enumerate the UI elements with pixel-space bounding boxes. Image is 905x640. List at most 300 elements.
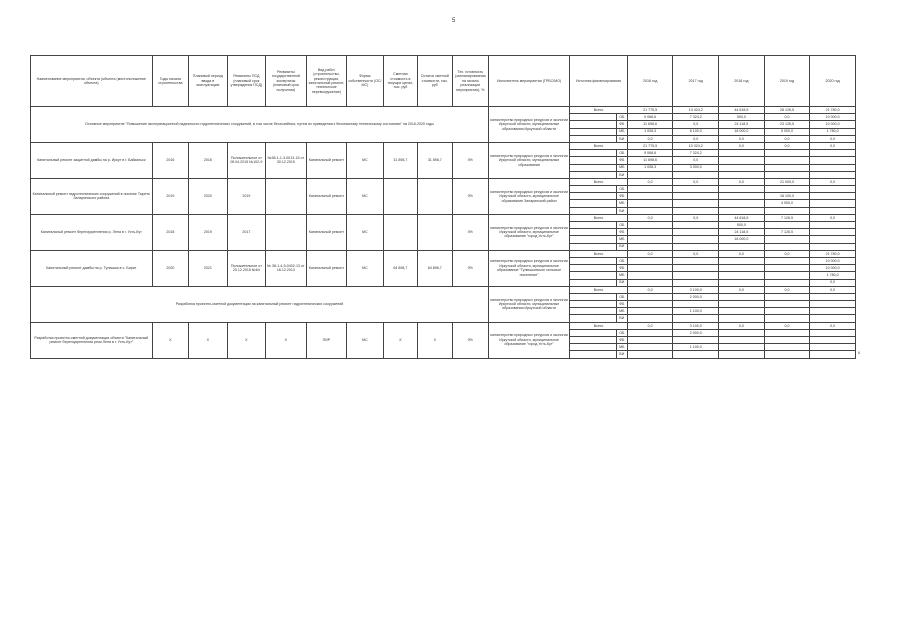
- year-value: 21 775,5: [627, 142, 673, 149]
- object-attribute: [266, 214, 307, 250]
- year-value: [627, 308, 673, 315]
- funding-source-spacer: [570, 157, 617, 164]
- year-value: [627, 200, 673, 207]
- funding-source: ФБ: [616, 265, 627, 272]
- funding-source: МБ: [616, 164, 627, 171]
- object-attribute: 31 898,7: [383, 142, 417, 178]
- year-value: 4 900,0: [764, 200, 810, 207]
- year-value: [627, 293, 673, 300]
- object-attribute: № 38-1-4-5-0402-13 от 16.12.2013: [266, 250, 307, 286]
- year-value: 0,0: [627, 214, 673, 221]
- header-cell: Остаток сметной стоимости, тыс. руб: [418, 56, 452, 107]
- header-cell: 2017 год: [673, 56, 719, 107]
- year-value: 500,0: [719, 222, 765, 229]
- year-value: 21 780,0: [810, 107, 856, 114]
- year-value: 0,0: [764, 135, 810, 142]
- funding-source-spacer: [570, 293, 617, 300]
- object-attribute: 2019: [227, 178, 266, 214]
- table-row: [31, 107, 856, 114]
- header-cell: Реквизиты ПСД (плановый срок утверждения ПСД): [227, 56, 266, 107]
- funding-source: Всего: [570, 107, 628, 114]
- header-cell: Плановый период ввода в эксплуатацию: [189, 56, 228, 107]
- year-value: 0,0: [673, 250, 719, 257]
- object-attribute: 0%: [452, 178, 488, 214]
- year-value: [764, 351, 810, 358]
- funding-source-spacer: [570, 186, 617, 193]
- header-cell: Реквизиты государственной экспертизы (плановый срок получения): [266, 56, 307, 107]
- object-attribute: Капитальный ремонт: [306, 142, 347, 178]
- object-attribute: ПИР: [306, 322, 347, 358]
- year-value: 0,0: [810, 142, 856, 149]
- year-value: 24 118,5: [719, 229, 765, 236]
- year-value: [764, 150, 810, 157]
- year-value: [764, 157, 810, 164]
- header-cell: 2016 год: [627, 56, 673, 107]
- funding-source-spacer: [570, 171, 617, 178]
- object-attribute: 2019: [152, 178, 188, 214]
- funding-source: МБ: [616, 272, 627, 279]
- table-row: [31, 178, 856, 185]
- section-title: Разработка проектно-сметной документации на капитальный ремонт гидротехнических сооружений: [31, 286, 489, 322]
- object-name: Капитальный ремонт защитной дамбы на р. Иркут в г. Байкальск: [31, 142, 153, 178]
- year-value: [719, 308, 765, 315]
- year-value: [627, 315, 673, 322]
- year-value: [627, 186, 673, 193]
- table-body: [31, 107, 856, 359]
- year-value: [810, 193, 856, 200]
- year-value: 0,0: [810, 279, 856, 286]
- year-value: [627, 207, 673, 214]
- year-value: 0,0: [719, 178, 765, 185]
- funding-source-spacer: [570, 135, 617, 142]
- funding-source-spacer: [570, 121, 617, 128]
- year-value: 0,0: [719, 322, 765, 329]
- year-value: 24 118,5: [719, 121, 765, 128]
- funding-source: Всего: [570, 142, 628, 149]
- year-value: [719, 157, 765, 164]
- year-value: [627, 279, 673, 286]
- funding-source: ВИ: [616, 243, 627, 250]
- funding-source: ОБ: [616, 222, 627, 229]
- year-value: [627, 265, 673, 272]
- funding-source-spacer: [570, 193, 617, 200]
- header-cell: Исполнитель мероприятия (ГРБС/МО): [489, 56, 570, 107]
- year-value: [719, 329, 765, 336]
- year-value: 28 126,5: [764, 107, 810, 114]
- object-attribute: Х: [383, 322, 417, 358]
- object-attribute: 2020: [189, 178, 228, 214]
- funding-source: МБ: [616, 308, 627, 315]
- year-value: [764, 272, 810, 279]
- funding-source: ОБ: [616, 150, 627, 157]
- funding-source: ОБ: [616, 186, 627, 193]
- year-value: 0,0: [673, 121, 719, 128]
- object-attribute: 2021: [189, 250, 228, 286]
- year-value: [719, 164, 765, 171]
- object-attribute: 0%: [452, 214, 488, 250]
- year-value: [764, 222, 810, 229]
- funding-source-spacer: [570, 315, 617, 322]
- object-attribute: Х: [418, 322, 452, 358]
- object-attribute: 2016: [152, 142, 188, 178]
- year-value: [810, 293, 856, 300]
- funding-source: ВИ: [616, 171, 627, 178]
- year-value: [673, 279, 719, 286]
- funding-source: Всего: [570, 250, 628, 257]
- year-value: [673, 272, 719, 279]
- year-value: [673, 243, 719, 250]
- year-value: [627, 337, 673, 344]
- year-value: [719, 150, 765, 157]
- year-value: [810, 344, 856, 351]
- funding-source-spacer: [570, 229, 617, 236]
- year-value: 2 000,0: [673, 293, 719, 300]
- year-value: [764, 243, 810, 250]
- funding-source-spacer: [570, 279, 617, 286]
- object-attribute: Положительное от 05.04.2015 №102-9: [227, 142, 266, 178]
- funding-source: ФБ: [616, 121, 627, 128]
- year-value: [627, 272, 673, 279]
- year-value: 0,0: [719, 135, 765, 142]
- year-value: [764, 293, 810, 300]
- object-attribute: 0%: [452, 250, 488, 286]
- edge-mark: 6: [858, 350, 861, 355]
- year-value: [810, 150, 856, 157]
- year-value: [764, 164, 810, 171]
- year-value: [810, 243, 856, 250]
- year-value: [719, 207, 765, 214]
- year-value: 1 780,0: [810, 272, 856, 279]
- funding-source: Всего: [570, 178, 628, 185]
- year-value: 0,0: [627, 286, 673, 293]
- year-value: [719, 257, 765, 264]
- year-value: [764, 186, 810, 193]
- object-attribute: Х: [189, 322, 228, 358]
- funding-source-spacer: [570, 200, 617, 207]
- funding-source-spacer: [570, 301, 617, 308]
- year-value: 0,0: [627, 322, 673, 329]
- year-value: [719, 265, 765, 272]
- funding-source-spacer: [570, 344, 617, 351]
- funding-source-spacer: [570, 207, 617, 214]
- year-value: 7 324,2: [673, 114, 719, 121]
- year-value: [627, 222, 673, 229]
- year-value: [673, 337, 719, 344]
- object-attribute: 31 898,7: [418, 142, 452, 178]
- year-value: 0,0: [764, 114, 810, 121]
- table-header-row: [31, 56, 856, 107]
- object-name: Капитальный ремонт гидротехнических сооружений в поселке Тыреть Заларинского района: [31, 178, 153, 214]
- year-value: [673, 193, 719, 200]
- year-value: 10 000,0: [810, 121, 856, 128]
- year-value: 0,0: [810, 286, 856, 293]
- funding-source: ВИ: [616, 135, 627, 142]
- table-row: [31, 250, 856, 257]
- year-value: [764, 257, 810, 264]
- funding-source-spacer: [570, 150, 617, 157]
- year-value: [764, 171, 810, 178]
- executor: министерство природных ресурсов и экологии Иркутской области, муниципальное образование "Тулюшкинское сельское поселение": [489, 250, 570, 286]
- year-value: 9 068,6: [627, 114, 673, 121]
- header-cell: Форма собственности (ОС/МС): [347, 56, 383, 107]
- object-attribute: МС: [347, 214, 383, 250]
- year-value: 10 324,2: [673, 142, 719, 149]
- year-value: 0,0: [719, 286, 765, 293]
- object-attribute: Х: [152, 322, 188, 358]
- year-value: [810, 200, 856, 207]
- funding-source: ВИ: [616, 315, 627, 322]
- object-attribute: Х: [266, 322, 307, 358]
- object-name: Капитальный ремонт дамбы на р. Тулюшка в с. Бирит: [31, 250, 153, 286]
- object-attribute: [418, 178, 452, 214]
- table-row: [31, 142, 856, 149]
- funding-source: МБ: [616, 128, 627, 135]
- year-value: [673, 265, 719, 272]
- funding-source: ВИ: [616, 351, 627, 358]
- year-value: [719, 200, 765, 207]
- year-value: [764, 315, 810, 322]
- executor: министерство природных ресурсов и экологии Иркутской области, муниципальные образования: [489, 142, 570, 178]
- year-value: 0,0: [810, 322, 856, 329]
- funding-source-spacer: [570, 128, 617, 135]
- object-name: Капитальный ремонт берегоукрепления р. Лена в г. Усть-Кут: [31, 214, 153, 250]
- year-value: [673, 301, 719, 308]
- object-attribute: 2020: [152, 250, 188, 286]
- year-value: [764, 207, 810, 214]
- funding-source-spacer: [570, 337, 617, 344]
- year-value: 0,0: [810, 135, 856, 142]
- year-value: 7 126,5: [764, 229, 810, 236]
- year-value: [627, 193, 673, 200]
- funding-source: МБ: [616, 344, 627, 351]
- funding-source: ВИ: [616, 279, 627, 286]
- table-row: [31, 322, 856, 329]
- year-value: [673, 200, 719, 207]
- header-cell: 2018 год: [719, 56, 765, 107]
- year-value: [719, 293, 765, 300]
- funding-source-spacer: [570, 164, 617, 171]
- year-value: 3 000,0: [673, 164, 719, 171]
- object-attribute: МС: [347, 250, 383, 286]
- year-value: [673, 315, 719, 322]
- table-row: [31, 214, 856, 221]
- object-attribute: [383, 178, 417, 214]
- object-attribute: 2019: [189, 214, 228, 250]
- year-value: [719, 272, 765, 279]
- funding-source-spacer: [570, 222, 617, 229]
- year-value: [810, 236, 856, 243]
- year-value: 11 698,6: [627, 157, 673, 164]
- funding-source-spacer: [570, 272, 617, 279]
- year-value: 0,0: [627, 135, 673, 142]
- year-value: 11 698,6: [627, 121, 673, 128]
- year-value: 44 618,5: [719, 214, 765, 221]
- object-name: Разработка проектно-сметной документации объекта "Капитальный ремонт берегоукрепления реки Лена в г. Усть-Кут": [31, 322, 153, 358]
- funding-source: ОБ: [616, 293, 627, 300]
- year-value: [810, 329, 856, 336]
- funding-source-spacer: [570, 257, 617, 264]
- object-attribute: Положительное от 20.12.2015 №64: [227, 250, 266, 286]
- year-value: [673, 222, 719, 229]
- year-value: 10 000,0: [810, 114, 856, 121]
- header-cell: 2019 год: [764, 56, 810, 107]
- executor: министерство природных ресурсов и экологии Иркутской области, муниципальное образование Заларинский район: [489, 178, 570, 214]
- year-value: [810, 308, 856, 315]
- year-value: [627, 344, 673, 351]
- year-value: [673, 236, 719, 243]
- year-value: 0,0: [673, 178, 719, 185]
- year-value: 1 780,0: [810, 128, 856, 135]
- executor: министерство природных ресурсов и экологии Иркутской области, муниципальное образование "город Усть-Кут": [489, 214, 570, 250]
- year-value: [764, 337, 810, 344]
- year-value: 0,0: [764, 250, 810, 257]
- year-value: [627, 329, 673, 336]
- year-value: 16 100,0: [764, 193, 810, 200]
- funding-source-spacer: [570, 114, 617, 121]
- year-value: 10 000,0: [810, 257, 856, 264]
- section-title: Основное мероприятие "Повышение эксплуатационной надежности гидротехнических сооружений, в том числе бесхозяйных, путем их приведения к безопасному техническому состоянию" на 2016-2020 годы: [31, 107, 489, 143]
- funding-source: ФБ: [616, 193, 627, 200]
- header-cell: Вид работ (строительство, реконструкция, капитальный ремонт, техническое перевооружение): [306, 56, 347, 107]
- header-cell: Источник финансирования: [570, 56, 628, 107]
- year-value: [627, 229, 673, 236]
- year-value: [719, 301, 765, 308]
- header-cell: Сметная стоимость в текущих ценах, тыс. руб: [383, 56, 417, 107]
- year-value: 0,0: [810, 178, 856, 185]
- object-attribute: 0%: [452, 322, 488, 358]
- funding-source: МБ: [616, 200, 627, 207]
- year-value: [764, 329, 810, 336]
- year-value: 21 780,0: [810, 250, 856, 257]
- year-value: [627, 243, 673, 250]
- year-value: [673, 351, 719, 358]
- funding-source: ОБ: [616, 329, 627, 336]
- year-value: [764, 308, 810, 315]
- funding-source-spacer: [570, 308, 617, 315]
- executor: министерство природных ресурсов и экологии Иркутской области, муниципальные образования Иркутской области: [489, 107, 570, 143]
- year-value: [810, 164, 856, 171]
- executor: министерство природных ресурсов и экологии Иркутской области, муниципальные образования Иркутской области: [489, 286, 570, 322]
- object-attribute: [383, 214, 417, 250]
- year-value: [810, 207, 856, 214]
- year-value: [764, 279, 810, 286]
- year-value: [810, 171, 856, 178]
- year-value: 2 000,0: [673, 329, 719, 336]
- object-attribute: 64 898,7: [383, 250, 417, 286]
- funding-source: Всего: [570, 286, 628, 293]
- year-value: 21 000,0: [764, 178, 810, 185]
- year-value: 7 324,2: [673, 150, 719, 157]
- funding-source: ФБ: [616, 157, 627, 164]
- funding-source: Всего: [570, 214, 628, 221]
- table-row: [31, 286, 856, 293]
- object-attribute: 0%: [452, 142, 488, 178]
- year-value: [719, 344, 765, 351]
- page-number: 5: [452, 18, 456, 24]
- year-value: [810, 315, 856, 322]
- header-cell: Наименование мероприятия, объекта (объекта (местоположение объекта): [31, 56, 153, 107]
- year-value: 1 008,3: [627, 128, 673, 135]
- year-value: [719, 186, 765, 193]
- funding-source: ОБ: [616, 257, 627, 264]
- program-table-sheet: [30, 55, 856, 359]
- object-attribute: Капитальный ремонт: [306, 250, 347, 286]
- year-value: 0,0: [719, 142, 765, 149]
- year-value: 44 618,5: [719, 107, 765, 114]
- year-value: [673, 229, 719, 236]
- year-value: 7 126,5: [764, 214, 810, 221]
- year-value: [810, 186, 856, 193]
- year-value: 1 100,0: [673, 344, 719, 351]
- funding-source: ФБ: [616, 337, 627, 344]
- funding-source: ОБ: [616, 114, 627, 121]
- funding-source: ФБ: [616, 301, 627, 308]
- year-value: [627, 257, 673, 264]
- year-value: [719, 279, 765, 286]
- object-attribute: Капитальный ремонт: [306, 178, 347, 214]
- year-value: [810, 301, 856, 308]
- year-value: [810, 351, 856, 358]
- object-attribute: МС: [347, 178, 383, 214]
- header-cell: Годы начала строительства: [152, 56, 188, 107]
- year-value: 6 100,0: [673, 128, 719, 135]
- object-attribute: [266, 178, 307, 214]
- year-value: 0,0: [627, 178, 673, 185]
- year-value: 5 000,0: [764, 128, 810, 135]
- year-value: [810, 157, 856, 164]
- funding-source: ВИ: [616, 207, 627, 214]
- header-cell: Тех. готовность (запланированная на начало реализации мероприятия), %: [452, 56, 488, 107]
- funding-source-spacer: [570, 351, 617, 358]
- year-value: 0,0: [764, 322, 810, 329]
- year-value: [627, 236, 673, 243]
- year-value: 0,0: [673, 157, 719, 164]
- object-attribute: 64 898,7: [418, 250, 452, 286]
- year-value: [673, 171, 719, 178]
- year-value: [719, 351, 765, 358]
- year-value: 23 126,5: [764, 121, 810, 128]
- year-value: [627, 301, 673, 308]
- year-value: [764, 344, 810, 351]
- year-value: [673, 257, 719, 264]
- program-table: [30, 55, 856, 359]
- year-value: 0,0: [764, 142, 810, 149]
- year-value: [719, 193, 765, 200]
- year-value: [764, 236, 810, 243]
- year-value: 10 000,0: [810, 265, 856, 272]
- object-attribute: 2016: [189, 142, 228, 178]
- year-value: [627, 351, 673, 358]
- year-value: [719, 337, 765, 344]
- object-attribute: [418, 214, 452, 250]
- year-value: 9 068,6: [627, 150, 673, 157]
- year-value: 0,0: [764, 286, 810, 293]
- funding-source-spacer: [570, 243, 617, 250]
- year-value: [719, 243, 765, 250]
- year-value: [810, 229, 856, 236]
- year-value: [719, 315, 765, 322]
- year-value: [719, 171, 765, 178]
- year-value: [810, 337, 856, 344]
- year-value: 1 100,0: [673, 308, 719, 315]
- year-value: 0,0: [719, 250, 765, 257]
- year-value: 3 100,0: [673, 286, 719, 293]
- year-value: [673, 186, 719, 193]
- object-attribute: 2017: [227, 214, 266, 250]
- year-value: [673, 207, 719, 214]
- year-value: 0,0: [810, 214, 856, 221]
- year-value: [810, 222, 856, 229]
